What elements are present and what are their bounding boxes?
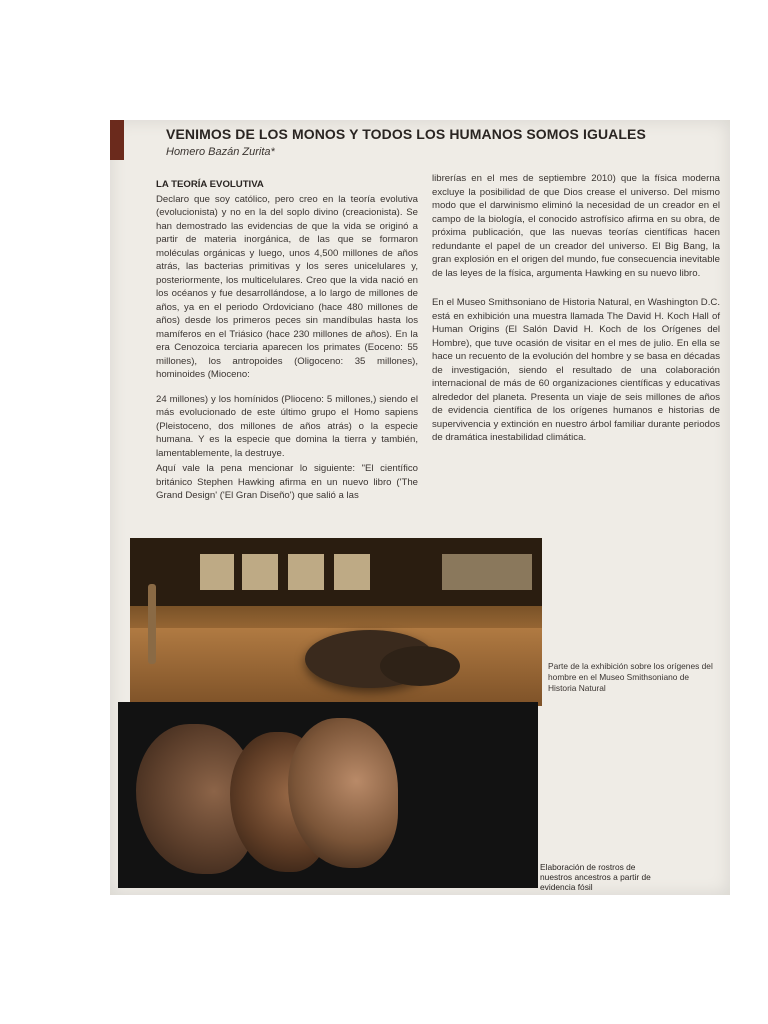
skeleton-figure: [148, 584, 156, 664]
faces-caption: Elaboración de rostros de nuestros ancestros a partir de evidencia fósil: [540, 862, 651, 892]
left-paragraph-3: Aquí vale la pena mencionar lo siguiente: "El científico británico Stephen Hawking afirma en un nuevo libro ('The Grand Design' ('El Gran Diseño') que salió a las: [156, 463, 418, 501]
display-panel: [288, 554, 324, 590]
fossil-sculpture-part: [380, 646, 460, 686]
museum-exhibit-photo: [130, 538, 542, 706]
right-column: [432, 172, 720, 456]
article-title: VENIMOS DE LOS MONOS Y TODOS LOS HUMANOS SOMOS IGUALES: [166, 126, 646, 142]
display-panel: [334, 554, 370, 590]
page-edge: [110, 120, 124, 160]
right-paragraph-2: En el Museo Smithsoniano de Historia Natural, en Washington D.C. está en exhibición una muestra llamada The David H. Koch Hall of Human Origins (El Salón David H. Koch de los Orígenes del Hombre), que tuve ocasión de visitar en el mes de julio. En ella se hace un recuento de la evolución del hombre y se basa en décadas de investigación, siendo el resultado de una colaboración internacional de más de 60 organizaciones científicas y educativas alrededor del planeta. Presenta un viaje de seis millones de años de evidencia científica de los orígenes humanos e historias de supervivencia y extinción en nuestro árbol familiar durante periodos de dramática inestabilidad climática.: [432, 297, 720, 443]
display-panel: [200, 554, 234, 590]
display-panel: [242, 554, 278, 590]
left-column: [156, 178, 418, 514]
display-case: [442, 554, 532, 590]
ancestor-faces-photo: [118, 702, 538, 888]
section-title: LA TEORÍA EVOLUTIVA: [156, 179, 264, 190]
left-paragraph-2: 24 millones) y los homínidos (Plioceno: 5 millones,) siendo el más evolucionado de este último grupo el Homo sapiens (Pleistoceno, dos millones de años atrás) o la especie humana. Y es la especie que domina la tierra y también, lamentablemente, la destruye.: [156, 393, 418, 459]
article-author: Homero Bazán Zurita*: [166, 146, 275, 158]
left-paragraph-1: Declaro que soy católico, pero creo en la teoría evolutiva (evolucionista) y no en la del soplo divino (creacionista). Se han demostrado las evidencias de que la vida se originó a partir de materia inorgánica, de las que se formaron moléculas orgánicas y luego, unos 4,500 millones de años atrás, las bacterias primitivas y los seres unicelulares y, posteriormente, los multicelulares. Creo que la vida nació en los océanos y fue desarrollándose, a lo largo de millones de años, ya en el periodo Ordoviciano (hace 480 millones de años) desde los primeros peces sin mandíbulas hasta los mamíferos en el Triásico (hace 230 millones de años). En la era Cenozoica terciaria aparecen los primates (Eoceno: 55 millones), los antropoides (Oligoceno: 35 millones), hominoides (Mioceno:: [156, 193, 418, 380]
magazine-page: [110, 120, 730, 895]
right-paragraph-1: librerías en el mes de septiembre 2010) que la física moderna excluye la posibilidad de que Dios crease el universo. Del mismo modo que el darwinismo eliminó la necesidad de un creador en el campo de la biología, el conocido astrofísico afirma en su obra, de próxima publicación, que las nuevas teorías científicas hacen redundante el papel de un creador del universo. El Big Bang, la gran explosión en el origen del mundo, fue consecuencia inevitable de las leyes de la física, argumenta Hawking en su nuevo libro.: [432, 173, 720, 279]
exhibit-caption: Parte de la exhibición sobre los orígenes del hombre en el Museo Smithsoniano de Historia Natural: [548, 661, 713, 693]
